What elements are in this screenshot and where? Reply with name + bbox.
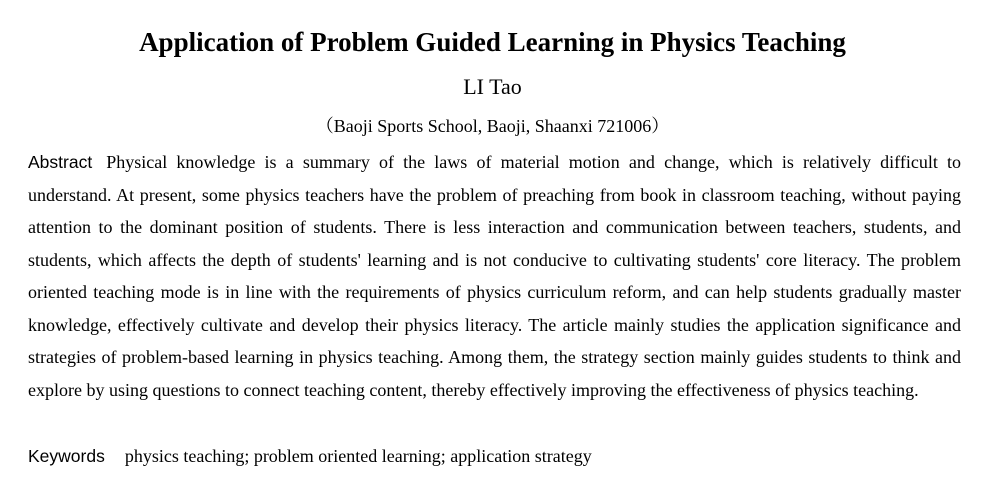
- keywords-text: physics teaching; problem oriented learning; application strategy: [124, 446, 592, 466]
- abstract-paragraph: [28, 146, 961, 406]
- keywords-label: Keywords: [28, 446, 105, 466]
- paper-title: Application of Problem Guided Learning in Physics Teaching: [139, 27, 846, 57]
- author-affiliation: （Baoji Sports School, Baoji, Shaanxi 721006）: [315, 116, 670, 136]
- paper-author: LI Tao: [463, 74, 522, 99]
- abstract-text: Physical knowledge is a summary of the laws of material motion and change, which is relatively difficult to understand. At present, some physics teachers have the problem of preaching from book in classroom teaching, without paying attention to the dominant position of students. There is less interaction and communication between teachers, students, and students, which affects the depth of students' learning and is not conducive to cultivating students' core literacy. The problem oriented teaching mode is in line with the requirements of physics curriculum reform, and can help students gradually master knowledge, effectively cultivate and develop their physics literacy. The article mainly studies the application significance and strategies of problem-based learning in physics teaching. Among them, the strategy section mainly guides students to think and explore by using questions to connect teaching content, thereby effectively improving the effectiveness of physics teaching.: [28, 152, 961, 400]
- keywords-line: [28, 440, 961, 472]
- abstract-label: Abstract: [28, 152, 93, 172]
